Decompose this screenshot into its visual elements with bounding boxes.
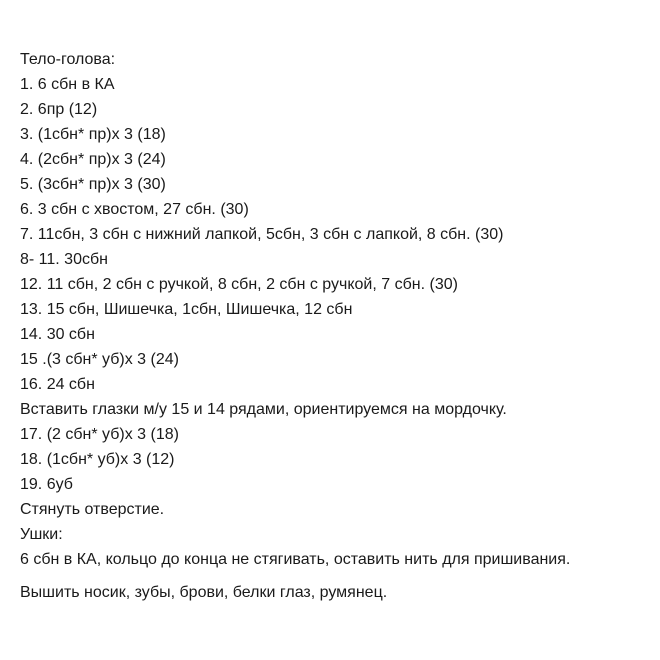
row-1: 1. 6 сбн в КА xyxy=(20,76,115,93)
paragraph-gap xyxy=(20,572,650,580)
instruction-eyes: Вставить глазки м/у 15 и 14 рядами, ориентируемся на мордочку. xyxy=(20,401,507,418)
row-16: 16. 24 сбн xyxy=(20,376,95,393)
row-12: 12. 11 сбн, 2 сбн с ручкой, 8 сбн, 2 сбн с ручкой, 7 сбн. (30) xyxy=(20,276,458,293)
instruction-close: Стянуть отверстие. xyxy=(20,501,165,518)
row-2: 2. 6пр (12) xyxy=(20,101,98,118)
section-heading-body-head: Тело-голова: xyxy=(20,51,116,68)
row-18: 18. (1сбн* уб)х 3 (12) xyxy=(20,451,175,468)
embroidery-instruction: Вышить носик, зубы, брови, белки глаз, румянец. xyxy=(20,584,388,601)
row-6: 6. 3 сбн с хвостом, 27 сбн. (30) xyxy=(20,201,249,218)
row-7: 7. 11сбн, 3 сбн с нижний лапкой, 5сбн, 3 сбн с лапкой, 8 сбн. (30) xyxy=(20,226,504,243)
row-3: 3. (1сбн* пр)х 3 (18) xyxy=(20,126,166,143)
row-13: 13. 15 сбн, Шишечка, 1сбн, Шишечка, 12 сбн xyxy=(20,301,353,318)
row-4: 4. (2сбн* пр)х 3 (24) xyxy=(20,151,166,168)
ears-instruction: 6 сбн в КА, кольцо до конца не стягивать, оставить нить для пришивания. xyxy=(20,551,571,568)
section-heading-ears: Ушки: xyxy=(20,526,63,543)
row-14: 14. 30 сбн xyxy=(20,326,95,343)
row-19: 19. 6уб xyxy=(20,476,73,493)
rows-8-11: 8- 11. 30сбн xyxy=(20,251,108,268)
row-5: 5. (3сбн* пр)х 3 (30) xyxy=(20,176,166,193)
pattern-text xyxy=(20,47,650,605)
row-17: 17. (2 сбн* уб)х 3 (18) xyxy=(20,426,179,443)
row-15: 15 .(3 сбн* уб)х 3 (24) xyxy=(20,351,179,368)
